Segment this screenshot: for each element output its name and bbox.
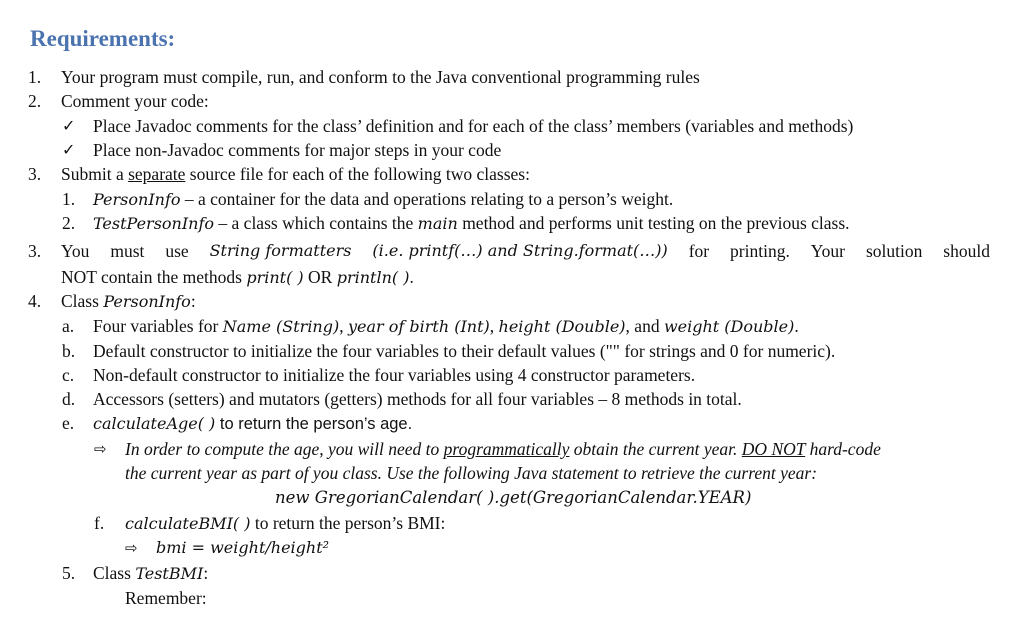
variable-name: year of birth (Int) (347, 317, 490, 336)
method-name: calculateAge( ) (93, 414, 216, 433)
list-marker: 5. (62, 563, 76, 583)
list-marker: b. (62, 341, 76, 361)
list-marker: f. (94, 513, 105, 533)
list-marker: 3. (28, 241, 42, 261)
text-run: to return the person’s age. (215, 415, 413, 433)
arrow-right-icon: ⇨ (94, 440, 107, 458)
text-run: Four variables for (93, 316, 223, 336)
variable-name: Name (String) (222, 317, 340, 336)
bmi-formula: bmi = weight/height² (156, 538, 330, 557)
list-marker: 3. (28, 164, 42, 184)
text-run: , and (625, 316, 664, 336)
list-marker: e. (62, 413, 75, 433)
remember-label: Remember: (125, 588, 207, 608)
bullet-text: Place non-Javadoc comments for major steps in your code (93, 140, 502, 160)
list-marker: 1. (62, 189, 76, 209)
list-marker: 2. (62, 213, 76, 233)
sub-item-text: Non-default constructor to initialize the four variables using 4 constructor parameters. (93, 365, 696, 385)
word: printing. (730, 241, 790, 261)
word: solution (865, 241, 923, 261)
text-line (61, 266, 414, 289)
text-run: to return the person’s BMI: (250, 513, 446, 533)
text-run: hard-code (805, 439, 881, 459)
text-run: Class (61, 291, 104, 311)
sub-item-text (93, 315, 799, 338)
justified-line (61, 240, 990, 262)
underlined-word: programmatically (443, 439, 570, 459)
text-run: : (203, 563, 209, 583)
text-run: . (794, 316, 799, 336)
list-item-text (61, 163, 530, 185)
sub-item-text (125, 512, 445, 535)
list-item-text: Your program must compile, run, and conform to the Java conventional programming rules (61, 67, 700, 87)
text-run: Submit a (61, 164, 129, 184)
underlined-word: DO NOT (741, 439, 806, 459)
sub-item-text: Default constructor to initialize the four variables to their default values ("" for strings and 0 for numeric). (93, 341, 836, 361)
text-run: obtain the current year. (569, 439, 742, 459)
word: You (61, 241, 90, 261)
list-item-text (61, 290, 196, 313)
text-run: , (489, 316, 499, 336)
math-term: String formatters (209, 241, 352, 260)
list-marker: 2. (28, 91, 42, 111)
underlined-word: separate (128, 164, 186, 184)
variable-name: height (Double) (498, 317, 626, 336)
checkmark-icon: ✓ (62, 116, 76, 135)
text-run: , (339, 316, 348, 336)
text-run: OR (303, 267, 337, 287)
sub-item-text (93, 188, 673, 211)
word: Your (810, 241, 845, 261)
sub-item-text (93, 412, 412, 435)
math-term: (i.e. printf(…) and String.format(…)) (372, 241, 668, 260)
class-name: PersonInfo (103, 292, 191, 311)
code-snippet: new GregorianCalendar( ).get(GregorianCalendar.YEAR) (275, 488, 752, 507)
bullet-text: Place Javadoc comments for the class’ definition and for each of the class’ members (variables and methods) (93, 116, 854, 136)
page-title: Requirements: (30, 26, 176, 51)
word: use (165, 241, 189, 261)
text-run: Class (93, 563, 136, 583)
list-marker: a. (62, 316, 75, 336)
text-run: – a class which contains the (214, 213, 418, 233)
arrow-right-icon: ⇨ (125, 539, 138, 557)
method-name: println( ) (336, 268, 410, 287)
list-item-text: Comment your code: (61, 91, 209, 111)
list-marker: 1. (28, 67, 42, 87)
method-name: calculateBMI( ) (125, 514, 251, 533)
list-marker: c. (62, 365, 75, 385)
list-marker: d. (62, 389, 76, 409)
class-name: PersonInfo (93, 190, 181, 209)
text-run: – a container for the data and operations relating to a person’s weight. (180, 189, 674, 209)
method-name: print( ) (246, 268, 304, 287)
text-run: source file for each of the following two classes: (185, 164, 530, 184)
word: should (943, 241, 990, 261)
text-run: . (409, 267, 414, 287)
note-text (125, 438, 881, 460)
checkmark-icon: ✓ (62, 140, 76, 159)
word: for (688, 241, 710, 261)
note-continued: the current year as part of you class. Use the following Java statement to retrieve the current year: (125, 463, 818, 483)
text-run: : (190, 291, 196, 311)
class-name: TestPersonInfo (93, 214, 215, 233)
text-run: In order to compute the age, you will need to (125, 439, 444, 459)
variable-name: weight (Double) (663, 317, 795, 336)
text-run: NOT contain the methods (61, 267, 247, 287)
text-run: method and performs unit testing on the previous class. (457, 213, 850, 233)
sub-item-text: Accessors (setters) and mutators (getters) methods for all four variables – 8 methods in total. (93, 389, 742, 409)
method-name: main (417, 214, 458, 233)
class-name: TestBMI (135, 564, 204, 583)
list-item-text (93, 562, 208, 585)
sub-item-text (93, 212, 850, 235)
word: must (110, 241, 145, 261)
list-marker: 4. (28, 291, 42, 311)
